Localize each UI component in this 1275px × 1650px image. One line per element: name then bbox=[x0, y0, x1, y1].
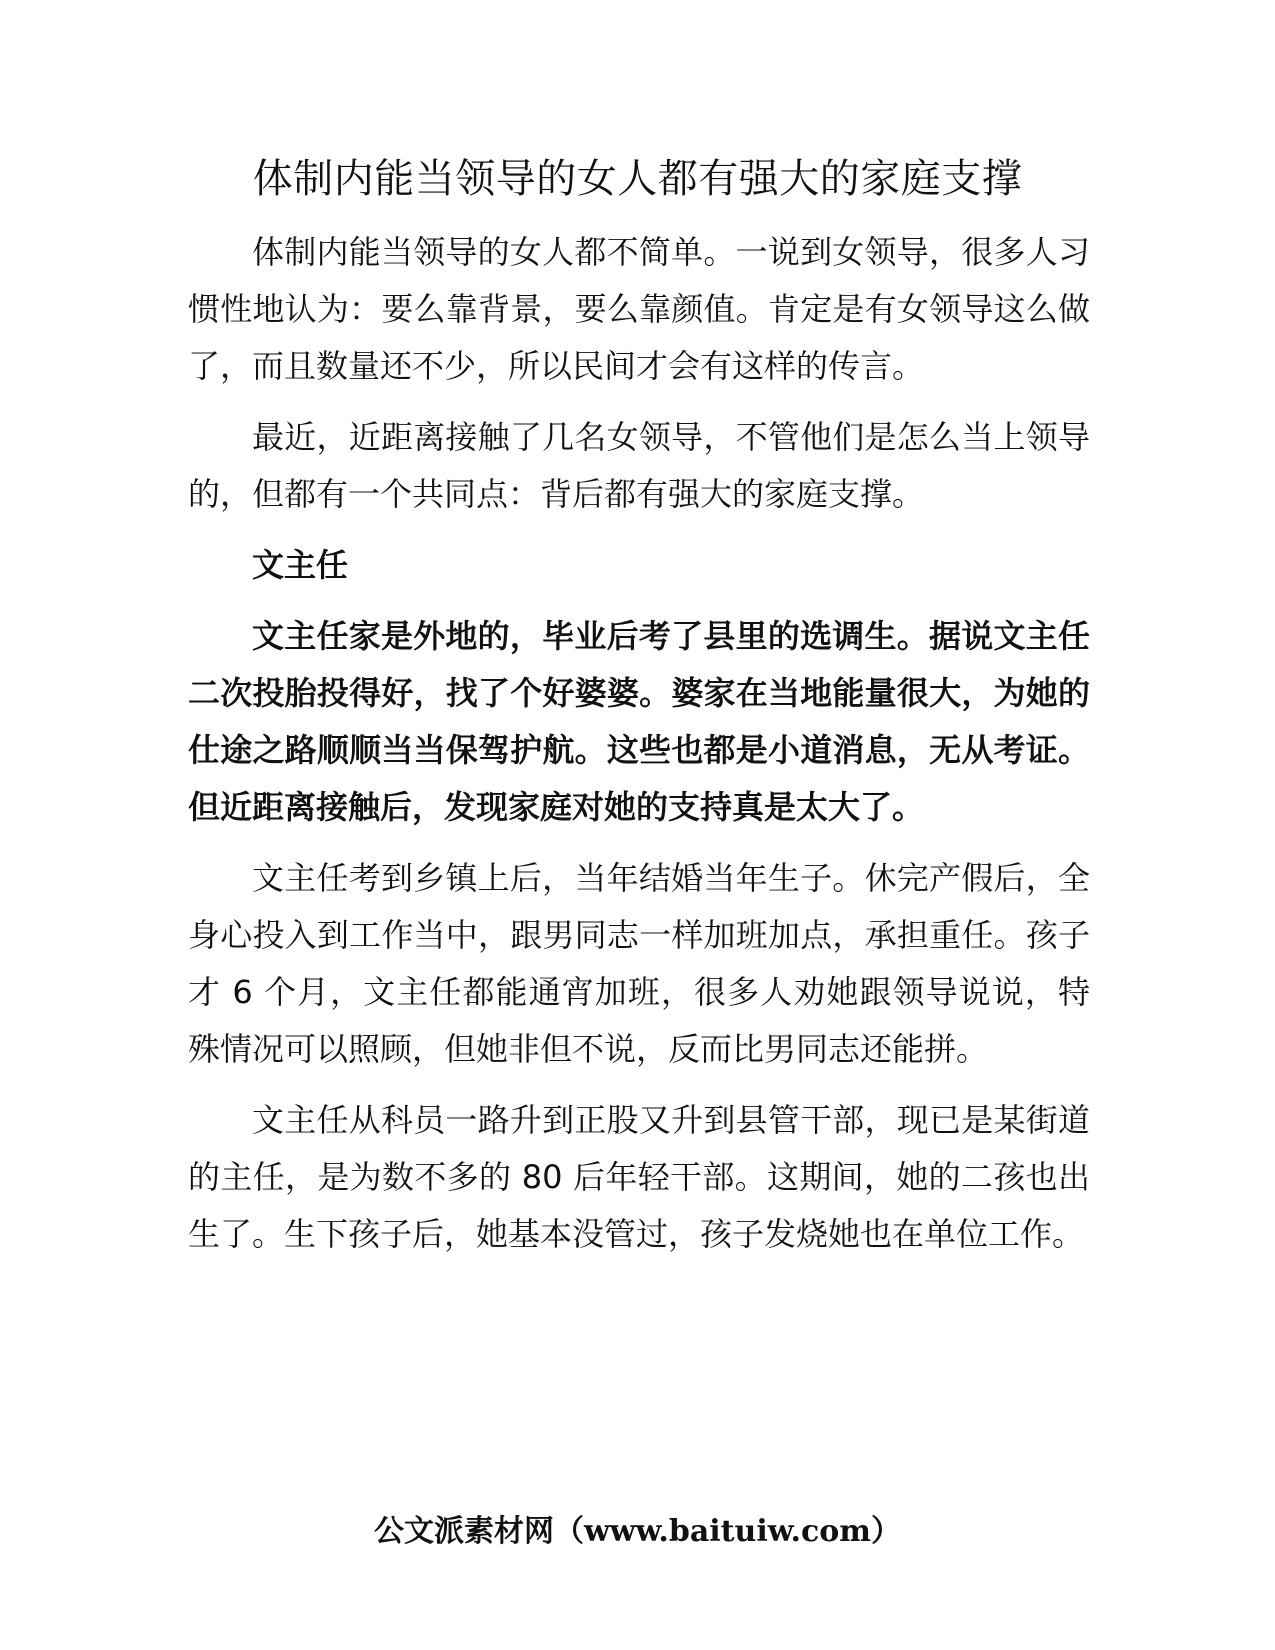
paragraph-section-1: 文主任家是外地的，毕业后考了县里的选调生。据说文主任二次投胎投得好，找了个好婆婆。婆家在当地能量很大，为她的仕途之路顺顺当当保驾护航。这些也都是小道消息，无从考证。但近距离接触后，发现家庭对她的支持真是太大了。 bbox=[188, 617, 1090, 826]
document-title: 体制内能当领导的女人都有强大的家庭支撑 bbox=[252, 156, 1023, 202]
paragraph-section-2: 文主任考到乡镇上后，当年结婚当年生子。休完产假后，全身心投入到工作当中，跟男同志一样加班加点，承担重任。孩子才 6 个月，文主任都能通宵加班，很多人劝她跟领导说说，特殊情况可以照顾，但她非但不说，反而比男同志还能拼。 bbox=[188, 859, 1090, 1068]
paragraph-intro: 体制内能当领导的女人都不简单。一说到女领导，很多人习惯性地认为：要么靠背景，要么靠颜值。肯定是有女领导这么做了，而且数量还不少，所以民间才会有这样的传言。 bbox=[188, 233, 1090, 385]
paragraph-section-3: 文主任从科员一路升到正股又升到县管干部，现已是某街道的主任，是为数不多的 80 后年轻干部。这期间，她的二孩也出生了。生下孩子后，她基本没管过，孩子发烧她也在单位工作。 bbox=[188, 1101, 1090, 1253]
paragraph-observation: 最近，近距离接触了几名女领导，不管他们是怎么当上领导的，但都有一个共同点：背后都有强大的家庭支撑。 bbox=[188, 418, 1090, 513]
document-body bbox=[188, 224, 1090, 1277]
section-heading: 文主任 bbox=[252, 546, 349, 584]
footer-source: 公文派素材网（www.baituiw.com） bbox=[373, 1514, 902, 1549]
